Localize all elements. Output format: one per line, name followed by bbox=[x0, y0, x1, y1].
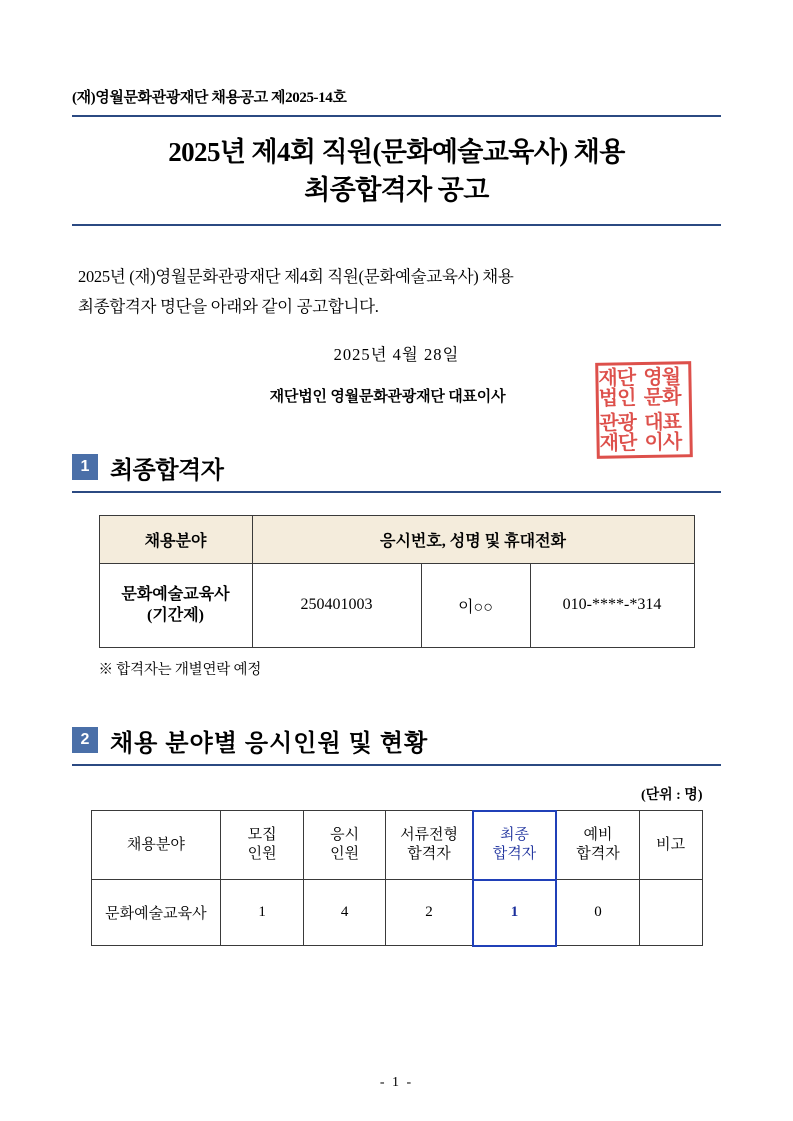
section-2-heading bbox=[72, 723, 721, 758]
section-1-title: 최종합격자 bbox=[110, 457, 224, 484]
cell-remark bbox=[639, 880, 702, 946]
header-field-line-1: 채용분야 bbox=[126, 836, 185, 853]
header-divider-bottom bbox=[72, 224, 721, 226]
cell-exam-number: 250401003 bbox=[252, 563, 421, 647]
header-final-line-2: 합격자 bbox=[492, 846, 537, 863]
header-applied-line-1: 응시 bbox=[330, 826, 360, 843]
header-document-line-1: 서류전형 bbox=[400, 826, 459, 843]
title-line-1: 2025년 제4회 직원(문화예술교육사) 채용 bbox=[168, 137, 625, 167]
cell-field bbox=[99, 563, 252, 647]
header-field bbox=[91, 811, 221, 880]
cell-field: 문화예술교육사 bbox=[91, 880, 221, 946]
header-remark-line-1: 비고 bbox=[656, 836, 686, 853]
seal-text-1: 재단법인 bbox=[598, 366, 636, 410]
table-row bbox=[91, 880, 702, 946]
cell-final-pass: 1 bbox=[473, 880, 557, 946]
notice-number: (재)영월문화관광재단 채용공고 제2025-14호 bbox=[72, 90, 347, 106]
issuing-organization: 재단법인 영월문화관광재단 대표이사 bbox=[269, 388, 506, 405]
header-document-line-2: 합격자 bbox=[407, 846, 451, 863]
header-field: 채용분야 bbox=[99, 515, 252, 563]
page-number: - 1 - bbox=[379, 1075, 414, 1090]
table-header-row bbox=[91, 811, 702, 880]
section-2-number: 2 bbox=[72, 727, 98, 753]
cell-phone: 010-****-*314 bbox=[530, 563, 694, 647]
cell-recruit-count: 1 bbox=[221, 880, 304, 946]
header-reserve-line-1: 예비 bbox=[583, 826, 613, 843]
header-recruit-line-2: 인원 bbox=[247, 846, 277, 863]
header-applicant-info: 응시번호, 성명 및 휴대전화 bbox=[252, 515, 694, 563]
header-reserve-pass bbox=[556, 811, 639, 880]
final-passers-table bbox=[99, 515, 695, 648]
header-recruit-count bbox=[221, 811, 304, 880]
document-title bbox=[72, 117, 721, 218]
seal-text-3: 관광재단 bbox=[599, 411, 637, 455]
issue-date: 2025년 4월 28일 bbox=[333, 344, 460, 364]
intro-line-1: 2025년 (재)영월문화관광재단 제4회 직원(문화예술교육사) 채용 bbox=[78, 266, 514, 286]
header-applied-count bbox=[303, 811, 386, 880]
header-reserve-line-2: 합격자 bbox=[576, 846, 620, 863]
title-line-2: 최종합격자 공고 bbox=[304, 175, 489, 206]
intro-paragraph bbox=[72, 262, 721, 323]
final-passers-table-wrap bbox=[72, 515, 721, 679]
section-2-title: 채용 분야별 응시인원 및 현황 bbox=[110, 730, 429, 757]
intro-line-2: 최종합격자 명단을 아래와 같이 공고합니다. bbox=[78, 297, 379, 317]
header-final-pass bbox=[473, 811, 557, 880]
cell-name: 이○○ bbox=[421, 563, 530, 647]
seal-text-4: 대표이사 bbox=[644, 410, 682, 454]
statistics-table bbox=[91, 810, 703, 947]
header-final-line-1: 최종 bbox=[499, 826, 529, 843]
table-header-row bbox=[99, 515, 694, 563]
cell-reserve-pass: 0 bbox=[556, 880, 639, 946]
header-recruit-line-1: 모집 bbox=[247, 826, 277, 843]
seal-text-2: 영월문화 bbox=[643, 365, 681, 409]
header-remark bbox=[639, 811, 702, 880]
section-2-divider bbox=[72, 764, 721, 766]
cell-document-pass: 2 bbox=[386, 880, 473, 946]
section-1-number: 1 bbox=[72, 454, 98, 480]
header-applied-line-2: 인원 bbox=[330, 846, 360, 863]
section-1-divider bbox=[72, 491, 721, 493]
header-document-pass bbox=[386, 811, 473, 880]
official-seal-icon bbox=[595, 361, 693, 459]
cell-field-line-1: 문화예술교육사 bbox=[121, 585, 230, 603]
table-row bbox=[99, 563, 694, 647]
unit-label: (단위 : 명) bbox=[640, 787, 703, 803]
cell-field-line-2: (기간제) bbox=[146, 607, 205, 625]
final-passers-note: ※ 합격자는 개별연락 예정 bbox=[98, 661, 262, 678]
cell-applied-count: 4 bbox=[303, 880, 386, 946]
